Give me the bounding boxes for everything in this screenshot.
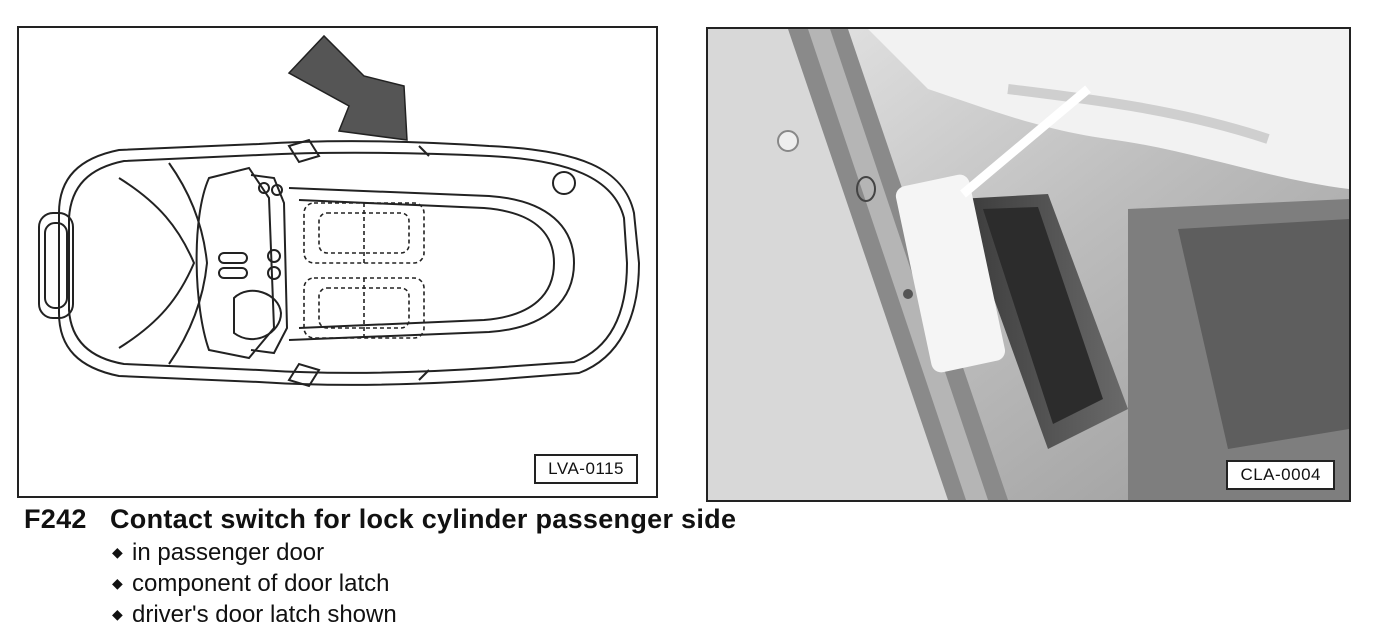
car-top-view-figure bbox=[17, 26, 658, 498]
list-item: ◆ in passenger door bbox=[112, 539, 325, 566]
figure-code-left: LVA-0115 bbox=[534, 454, 638, 484]
diamond-bullet-icon: ◆ bbox=[112, 544, 123, 560]
component-title: Contact switch for lock cylinder passenger side bbox=[110, 504, 737, 534]
door-latch-photo-drawing bbox=[708, 29, 1349, 500]
component-notes-list bbox=[112, 537, 397, 630]
figure-code-right: CLA-0004 bbox=[1226, 460, 1335, 490]
car-top-view-drawing bbox=[19, 28, 656, 496]
door-latch-photo bbox=[706, 27, 1351, 502]
list-item: ◆ driver's door latch shown bbox=[112, 601, 397, 628]
component-caption bbox=[24, 504, 736, 535]
list-item: ◆ component of door latch bbox=[112, 570, 390, 597]
diamond-bullet-icon: ◆ bbox=[112, 575, 123, 591]
diamond-bullet-icon: ◆ bbox=[112, 606, 123, 622]
pointer-arrow bbox=[289, 36, 407, 140]
component-code: F242 bbox=[24, 504, 87, 534]
